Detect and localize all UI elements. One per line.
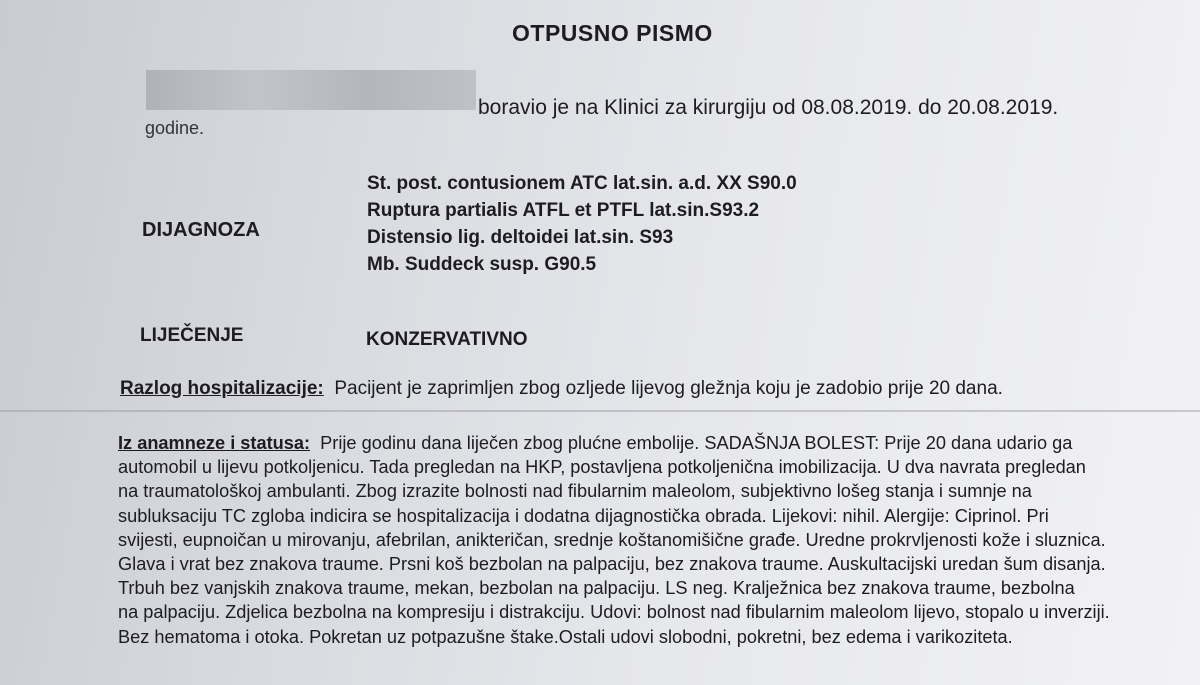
- treatment-value: KONZERVATIVNO: [366, 329, 528, 350]
- anamnesis-line: Bez hematoma i otoka. Pokretan uz potpazušne štake.Ostali udovi slobodni, pokretni, bez edema i varikoziteta.: [118, 626, 1013, 647]
- anamnesis-line: automobil u lijevu potkoljenicu. Tada pregledan na HKP, postavljena potkoljenična imobilizacija. U dva navrata pregledan: [118, 457, 1086, 478]
- stay-period-continuation: godine.: [145, 118, 205, 138]
- reason-text: Pacijent je zaprimljen zbog ozljede lijevog gležnja koju je zadobio prije 20 dana.: [334, 378, 1003, 399]
- anamnesis-line: Prije godinu dana liječen zbog plućne embolije. SADAŠNJA BOLEST: Prije 20 dana udario ga: [320, 433, 1073, 453]
- reason-label: Razlog hospitalizacije:: [120, 378, 324, 399]
- diagnosis-item: Mb. Suddeck susp. G90.5: [367, 254, 597, 275]
- anamnesis-line: Glava i vrat bez znakova traume. Prsni koš bezbolan na palpaciju, bez znakova traume. Auskultacijski uredan šum disanja.: [118, 554, 1106, 575]
- diagnosis-list: [367, 170, 797, 278]
- hospitalization-reason: [120, 378, 1003, 400]
- anamnesis-line: subluksaciju TC zgloba indicira se hospitalizacija i dodatna dijagnostička obrada. Lijekovi: nihil. Alergije: Ciprinol. Pri: [118, 505, 1049, 526]
- anamnesis-line: Trbuh bez vanjskih znakova traume, mekan, bezbolan na palpaciju. LS neg. Kralježnica bez znakova traume, bezbolna: [118, 578, 1075, 599]
- diagnosis-item: Distensio lig. deltoidei lat.sin. S93: [367, 227, 674, 248]
- paper-fold-crease: [0, 410, 1200, 412]
- stay-period-text: boravio je na Klinici za kirurgiju od 08.08.2019. do 20.08.2019.: [478, 96, 1059, 119]
- diagnosis-item: Ruptura partialis ATFL et PTFL lat.sin.S93.2: [367, 200, 760, 221]
- diagnosis-label: DIJAGNOZA: [142, 219, 260, 241]
- document-title: OTPUSNO PISMO: [512, 20, 713, 46]
- anamnesis-label: Iz anamneze i statusa:: [118, 433, 311, 453]
- anamnesis-line: na palpaciju. Zdjelica bezbolna na kompresiju i distrakciju. Udovi: bolnost nad fibularnim maleolom lijevo, stopalo u inverziji.: [118, 602, 1110, 623]
- redacted-patient-name: [146, 70, 476, 110]
- treatment-label: LIJEČENJE: [140, 325, 244, 346]
- diagnosis-item: St. post. contusionem ATC lat.sin. a.d. XX S90.0: [367, 173, 797, 194]
- anamnesis-section: [118, 431, 1110, 649]
- anamnesis-line: na traumatološkoj ambulanti. Zbog izrazite bolnosti nad fibularnim maleolom, subjektivno lošeg stanja i sumnje na: [118, 481, 1032, 502]
- anamnesis-line: svijesti, eupnoičan u mirovanju, afebrilan, anikteričan, srednje koštanomišične građe. Uredne prokrvljenosti kože i sluznica.: [118, 529, 1106, 550]
